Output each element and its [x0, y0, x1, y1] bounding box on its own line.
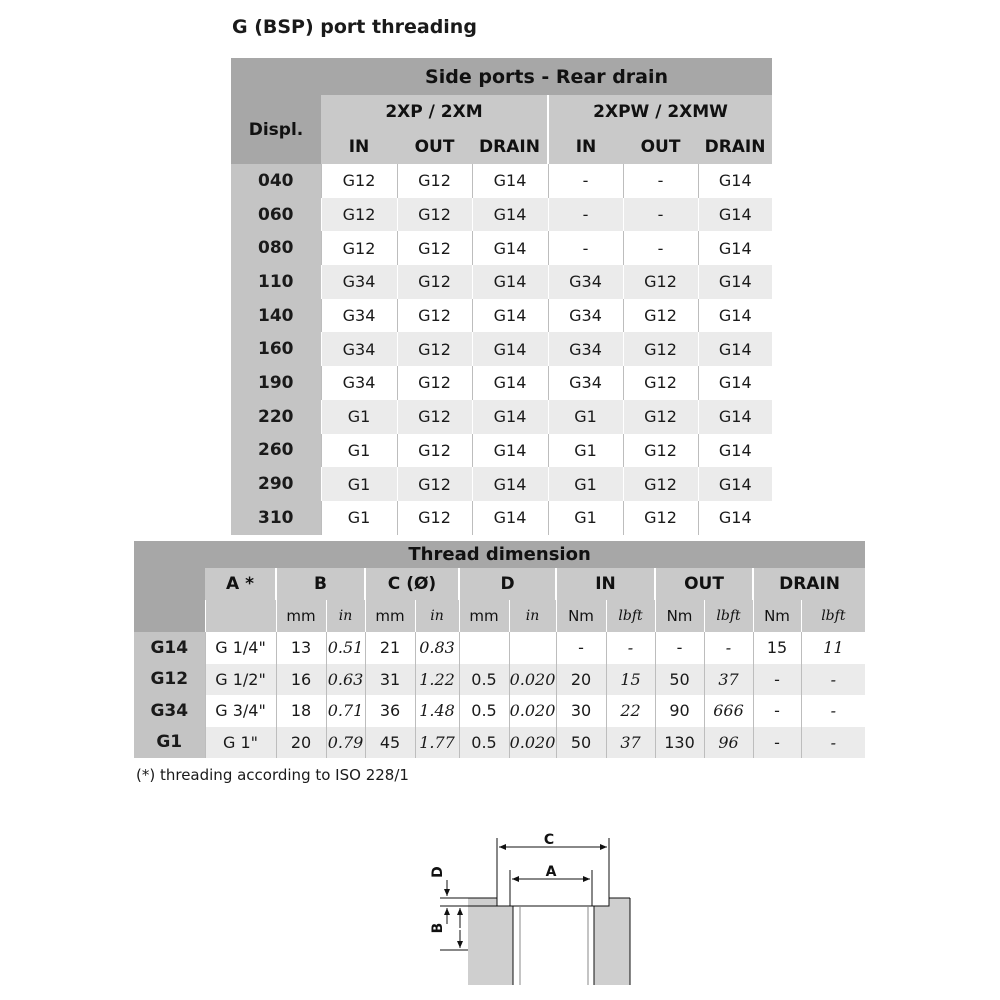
table-cell: 30 — [556, 695, 606, 727]
thread-a-cell: G 1/4" — [205, 632, 276, 664]
unit-label: in — [326, 600, 365, 632]
table-cell: G12 — [623, 501, 698, 535]
table-cell: G14 — [698, 501, 772, 535]
table-cell: G1 — [321, 501, 397, 535]
table-cell: 1.77 — [415, 727, 459, 759]
page-title: G (BSP) port threading — [232, 16, 477, 38]
unit-label: Nm — [753, 600, 801, 632]
table-cell: G14 — [472, 164, 548, 198]
table-cell: G12 — [397, 400, 472, 434]
table-cell: G14 — [472, 265, 548, 299]
table-cell: G1 — [321, 400, 397, 434]
table-cell: G12 — [397, 231, 472, 265]
table-cell: - — [753, 664, 801, 696]
table-cell: 0.020 — [509, 664, 556, 696]
table-cell: G12 — [623, 332, 698, 366]
thread-col-a-header: A * — [205, 568, 276, 600]
unit-label: lbft — [801, 600, 865, 632]
table-cell: G14 — [698, 299, 772, 333]
column-header: DRAIN — [698, 129, 772, 164]
table-cell: 0.63 — [326, 664, 365, 696]
table-cell: - — [753, 727, 801, 759]
table-cell: - — [556, 632, 606, 664]
table-cell: G14 — [472, 299, 548, 333]
table-cell: 0.5 — [459, 727, 509, 759]
table-cell: G14 — [472, 434, 548, 468]
table-cell: 20 — [556, 664, 606, 696]
thread-col-out-header: OUT — [655, 568, 753, 600]
table-cell: - — [801, 664, 865, 696]
displ-cell: 310 — [231, 501, 321, 535]
thread-size-cell: G14 — [134, 632, 205, 664]
table-cell: G14 — [698, 198, 772, 232]
table-cell: 50 — [655, 664, 704, 696]
table-cell: 18 — [276, 695, 326, 727]
table-cell: G1 — [321, 467, 397, 501]
thread-col-in-header: IN — [556, 568, 655, 600]
table-cell: G12 — [397, 366, 472, 400]
table-cell: - — [801, 695, 865, 727]
displ-cell: 260 — [231, 434, 321, 468]
column-header: DRAIN — [472, 129, 548, 164]
table-cell: G34 — [548, 332, 623, 366]
table-cell: G14 — [698, 366, 772, 400]
table-cell: G34 — [321, 299, 397, 333]
table-cell: G12 — [397, 198, 472, 232]
table-cell: - — [606, 632, 655, 664]
group-header-2xpw: 2XPW / 2XMW — [548, 95, 772, 129]
unit-label: Nm — [556, 600, 606, 632]
table-cell: - — [623, 231, 698, 265]
table-cell: 0.71 — [326, 695, 365, 727]
table-cell: 21 — [365, 632, 415, 664]
table-cell: 0.020 — [509, 727, 556, 759]
table-cell: 0.020 — [509, 695, 556, 727]
table-cell: 1.48 — [415, 695, 459, 727]
table-cell: G12 — [397, 265, 472, 299]
unit-label: mm — [459, 600, 509, 632]
table-cell: G12 — [623, 265, 698, 299]
table-cell: G34 — [548, 265, 623, 299]
thread-size-cell: G34 — [134, 695, 205, 727]
table-cell: G12 — [397, 164, 472, 198]
displ-cell: 060 — [231, 198, 321, 232]
table-cell: 15 — [753, 632, 801, 664]
table-cell: G12 — [397, 501, 472, 535]
table-cell: 36 — [365, 695, 415, 727]
table-cell: - — [548, 164, 623, 198]
table-cell: G12 — [321, 164, 397, 198]
column-header: IN — [321, 129, 397, 164]
displ-cell: 110 — [231, 265, 321, 299]
table-cell: 13 — [276, 632, 326, 664]
table-cell: - — [548, 231, 623, 265]
table-cell: G14 — [698, 434, 772, 468]
table-cell: G14 — [698, 265, 772, 299]
table-cell: G1 — [548, 434, 623, 468]
thread-col-c-header: C (Ø) — [365, 568, 459, 600]
thread-size-cell: G1 — [134, 727, 205, 759]
table-cell: G12 — [397, 299, 472, 333]
table-cell: 666 — [704, 695, 753, 727]
table-cell: G14 — [698, 400, 772, 434]
table-cell: 0.79 — [326, 727, 365, 759]
table-cell: - — [623, 164, 698, 198]
displ-cell: 220 — [231, 400, 321, 434]
table-cell: 20 — [276, 727, 326, 759]
table-cell: G14 — [472, 366, 548, 400]
table-cell: 11 — [801, 632, 865, 664]
table-cell: G12 — [623, 366, 698, 400]
table-cell: - — [753, 695, 801, 727]
unit-label: Nm — [655, 600, 704, 632]
table-cell: 16 — [276, 664, 326, 696]
table-cell: G1 — [548, 467, 623, 501]
table-cell: - — [655, 632, 704, 664]
table-cell: G12 — [623, 299, 698, 333]
thread-size-cell: G12 — [134, 664, 205, 696]
table-cell: - — [548, 198, 623, 232]
diagram-label-c: C — [543, 832, 555, 848]
table-cell: G34 — [321, 366, 397, 400]
table-cell: 1.22 — [415, 664, 459, 696]
footnote: (*) threading according to ISO 228/1 — [136, 766, 409, 784]
table-cell: G14 — [472, 332, 548, 366]
table-cell: 15 — [606, 664, 655, 696]
diagram-label-b: B — [430, 922, 446, 934]
diagram-label-a: A — [545, 864, 557, 880]
displ-cell: 160 — [231, 332, 321, 366]
table-cell: G12 — [623, 434, 698, 468]
unit-label: in — [509, 600, 556, 632]
table-cell: 130 — [655, 727, 704, 759]
table-cell: 31 — [365, 664, 415, 696]
unit-label: mm — [276, 600, 326, 632]
table-cell: 37 — [704, 664, 753, 696]
table-cell: 0.51 — [326, 632, 365, 664]
unit-label: mm — [365, 600, 415, 632]
port-body-outline — [468, 898, 630, 985]
displ-header: Displ. — [231, 95, 321, 164]
displ-cell: 290 — [231, 467, 321, 501]
displ-cell: 140 — [231, 299, 321, 333]
table-cell: G34 — [321, 332, 397, 366]
table-cell: 0.5 — [459, 695, 509, 727]
table-cell: G34 — [321, 265, 397, 299]
table-cell: G12 — [623, 467, 698, 501]
table-cell: G34 — [548, 299, 623, 333]
table-cell: G14 — [472, 231, 548, 265]
thread-a-cell: G 1" — [205, 727, 276, 759]
thread-col-b-header: B — [276, 568, 365, 600]
table-cell: G12 — [623, 400, 698, 434]
table-cell: G14 — [472, 400, 548, 434]
thread-a-cell: G 1/2" — [205, 664, 276, 696]
group-header-2xp: 2XP / 2XM — [321, 95, 548, 129]
table-cell: G14 — [698, 467, 772, 501]
table-cell: 37 — [606, 727, 655, 759]
table-cell: 96 — [704, 727, 753, 759]
table-cell: 22 — [606, 695, 655, 727]
table-cell: G14 — [472, 198, 548, 232]
unit-label: lbft — [704, 600, 753, 632]
column-header: OUT — [623, 129, 698, 164]
displ-cell: 040 — [231, 164, 321, 198]
table-cell: G14 — [472, 467, 548, 501]
table-cell: G12 — [321, 231, 397, 265]
table-cell: - — [801, 727, 865, 759]
table-cell: G1 — [548, 501, 623, 535]
table-cell: G12 — [321, 198, 397, 232]
displ-cell: 080 — [231, 231, 321, 265]
dimension-lines — [440, 838, 609, 950]
table-cell: G34 — [548, 366, 623, 400]
thread-a-cell: G 3/4" — [205, 695, 276, 727]
table-cell: 45 — [365, 727, 415, 759]
thread-col-drain-header: DRAIN — [753, 568, 865, 600]
table-cell: G1 — [548, 400, 623, 434]
table-cell: G14 — [698, 231, 772, 265]
table-cell: G12 — [397, 467, 472, 501]
column-header: OUT — [397, 129, 472, 164]
column-header: IN — [548, 129, 623, 164]
table-cell: 0.5 — [459, 664, 509, 696]
table-cell: G14 — [472, 501, 548, 535]
table-cell: G12 — [397, 434, 472, 468]
table-cell: G14 — [698, 164, 772, 198]
table-cell: G12 — [397, 332, 472, 366]
table-cell: - — [704, 632, 753, 664]
table-cell: G1 — [321, 434, 397, 468]
table-cell: 50 — [556, 727, 606, 759]
unit-label: in — [415, 600, 459, 632]
table-cell: - — [623, 198, 698, 232]
unit-label: lbft — [606, 600, 655, 632]
thread-table-main-header: Thread dimension — [134, 541, 865, 568]
table-cell: G14 — [698, 332, 772, 366]
thread-col-d-header: D — [459, 568, 556, 600]
table-cell: 90 — [655, 695, 704, 727]
port-table-main-header: Side ports - Rear drain — [321, 58, 772, 95]
table-cell: 0.83 — [415, 632, 459, 664]
displ-cell: 190 — [231, 366, 321, 400]
diagram-label-d: D — [430, 866, 446, 878]
